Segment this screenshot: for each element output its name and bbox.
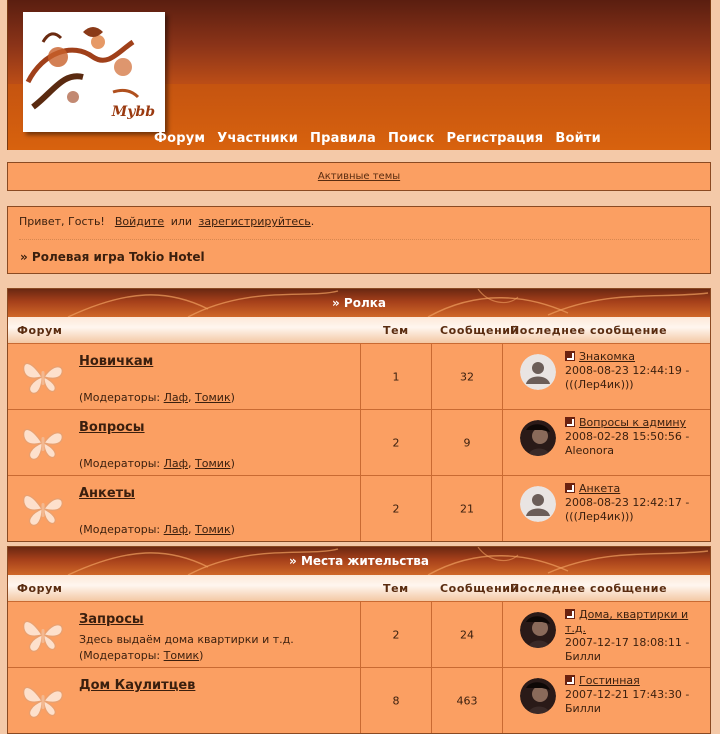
posts-count: 32 (460, 370, 474, 383)
category-title-bar (8, 547, 710, 575)
posts-count: 9 (463, 436, 471, 449)
forum-name-link[interactable]: Новичкам (79, 354, 154, 369)
go-to-post-icon[interactable] (565, 483, 575, 493)
moderators: (Модераторы: Лаф, Томик) (79, 391, 235, 404)
last-post-user: Aleonora (565, 444, 615, 457)
last-topic-link[interactable]: Знакомка (579, 350, 636, 363)
col-forum: Форум (17, 582, 63, 595)
last-post-date: 2008-08-23 12:42:17 - (565, 496, 690, 509)
main-nav (154, 131, 613, 146)
forum-row (8, 667, 710, 733)
category-title[interactable]: » Ролка (332, 296, 386, 310)
topics-count-cell (361, 602, 432, 667)
avatar (520, 420, 556, 456)
col-last: Последнее сообщение (510, 324, 668, 337)
go-to-post-icon[interactable] (565, 609, 575, 619)
user-photo-icon (520, 678, 556, 714)
logo-text: Mybb (111, 104, 155, 120)
butterfly-forum-icon (20, 357, 66, 397)
forum-row (8, 343, 710, 409)
forum-row (8, 601, 710, 667)
topics-count: 2 (392, 502, 400, 515)
forum-row (8, 475, 710, 541)
last-post-info (565, 674, 708, 716)
forum-cell (8, 602, 361, 667)
topics-count-cell (361, 410, 432, 475)
last-post-user: (((Лер4ик))) (565, 510, 634, 523)
last-post-info (565, 608, 708, 664)
nav-forum[interactable]: Форум (154, 131, 206, 146)
welcome-line (19, 215, 314, 228)
forum-row (8, 409, 710, 475)
forum-cell (8, 476, 361, 541)
topics-count: 1 (392, 370, 400, 383)
col-forum: Форум (17, 324, 63, 337)
user-photo-icon (520, 420, 556, 456)
posts-count: 24 (460, 628, 474, 641)
user-photo-icon (520, 612, 556, 648)
avatar (520, 486, 556, 522)
last-topic-link[interactable]: Дома, квартирки и т.д. (565, 608, 689, 635)
active-topics-bar (7, 162, 711, 191)
posts-count-cell (432, 410, 503, 475)
moderators: (Модераторы: Лаф, Томик) (79, 457, 235, 470)
column-headers (8, 317, 710, 343)
forum-name-link[interactable]: Дом Каулитцев (79, 678, 196, 693)
moderators: (Модераторы: Томик) (79, 649, 204, 662)
moderator-link[interactable]: Томик (195, 523, 231, 536)
last-post-date: 2008-02-28 15:50:56 - (565, 430, 690, 443)
last-post-info (565, 482, 708, 524)
column-headers (8, 575, 710, 601)
last-post-cell (503, 668, 712, 733)
forum-header (7, 0, 711, 150)
col-posts: Сообщений (440, 582, 519, 595)
login-link[interactable]: Войдите (114, 215, 165, 228)
default-avatar-icon (520, 354, 556, 390)
last-topic-link[interactable]: Вопросы к админу (579, 416, 687, 429)
nav-rules[interactable]: Правила (310, 131, 377, 146)
active-topics-link[interactable]: Активные темы (317, 171, 401, 182)
go-to-post-icon[interactable] (565, 417, 575, 427)
nav-search[interactable]: Поиск (388, 131, 435, 146)
last-topic-link[interactable]: Анкета (579, 482, 621, 495)
last-post-date: 2007-12-17 18:08:11 - (565, 636, 690, 649)
topics-count-cell (361, 668, 432, 733)
breadcrumb[interactable]: » Ролевая игра Tokio Hotel (20, 250, 205, 264)
col-topics: Тем (383, 324, 409, 337)
moderators-label: (Модераторы: (79, 391, 161, 404)
moderator-link[interactable]: Лаф (163, 391, 189, 404)
avatar (520, 678, 556, 714)
moderators-label: (Модераторы: (79, 457, 161, 470)
last-post-date: 2007-12-21 17:43:30 - (565, 688, 690, 701)
last-post-cell (503, 602, 712, 667)
last-post-cell (503, 344, 712, 409)
butterfly-forum-icon (20, 681, 66, 721)
welcome-box (7, 206, 711, 274)
topics-count: 2 (392, 628, 400, 641)
col-posts: Сообщений (440, 324, 519, 337)
butterfly-forum-icon (20, 615, 66, 655)
category-title-bar (8, 289, 710, 317)
default-avatar-icon (520, 486, 556, 522)
moderators: (Модераторы: Лаф, Томик) (79, 523, 235, 536)
forum-cell (8, 668, 361, 733)
butterfly-forum-icon (20, 489, 66, 529)
posts-count: 463 (456, 694, 478, 707)
greeting-text: Привет, Гость! (19, 215, 109, 228)
posts-count-cell (432, 602, 503, 667)
avatar (520, 354, 556, 390)
register-link[interactable]: зарегистрируйтесь (198, 215, 311, 228)
moderator-link[interactable]: Томик (195, 457, 231, 470)
topics-count-cell (361, 344, 432, 409)
last-post-info (565, 350, 708, 392)
posts-count-cell (432, 476, 503, 541)
nav-members[interactable]: Участники (217, 131, 299, 146)
moderator-link[interactable]: Томик (163, 649, 200, 662)
forum-cell (8, 344, 361, 409)
last-post-user: (((Лер4ик))) (565, 378, 634, 391)
last-post-cell (503, 410, 712, 475)
moderators-label: (Модераторы: (79, 649, 161, 662)
posts-count: 21 (460, 502, 474, 515)
nav-login[interactable]: Войти (555, 131, 601, 146)
last-post-info (565, 416, 708, 458)
last-topic-link[interactable]: Гостинная (579, 674, 640, 687)
forum-name-link[interactable]: Анкеты (79, 486, 135, 501)
category-block (7, 288, 711, 542)
go-to-post-icon[interactable] (565, 351, 575, 361)
posts-count-cell (432, 344, 503, 409)
forum-name-link[interactable]: Запросы (79, 612, 144, 627)
topics-count-cell (361, 476, 432, 541)
last-post-cell (503, 476, 712, 541)
butterfly-forum-icon (20, 423, 66, 463)
last-post-user: Билли (565, 650, 601, 663)
category-title[interactable]: » Места жительства (289, 554, 429, 568)
or-text: или (167, 215, 196, 228)
category-block (7, 546, 711, 734)
forum-name-link[interactable]: Вопросы (79, 420, 145, 435)
period-text: . (310, 215, 315, 228)
forum-cell (8, 410, 361, 475)
go-to-post-icon[interactable] (565, 675, 575, 685)
moderator-link[interactable]: Лаф (163, 457, 189, 470)
forum-logo[interactable] (23, 12, 165, 132)
posts-count-cell (432, 668, 503, 733)
avatar (520, 612, 556, 648)
last-post-date: 2008-08-23 12:44:19 - (565, 364, 690, 377)
moderators-label: (Модераторы: (79, 523, 161, 536)
moderator-link[interactable]: Томик (195, 391, 231, 404)
forum-description: Здесь выдаём дома квартирки и т.д. (79, 633, 294, 646)
last-post-user: Билли (565, 702, 601, 715)
topics-count: 8 (392, 694, 400, 707)
divider (19, 239, 699, 240)
nav-register[interactable]: Регистрация (446, 131, 544, 146)
col-last: Последнее сообщение (510, 582, 668, 595)
col-topics: Тем (383, 582, 409, 595)
topics-count: 2 (392, 436, 400, 449)
moderator-link[interactable]: Лаф (163, 523, 189, 536)
